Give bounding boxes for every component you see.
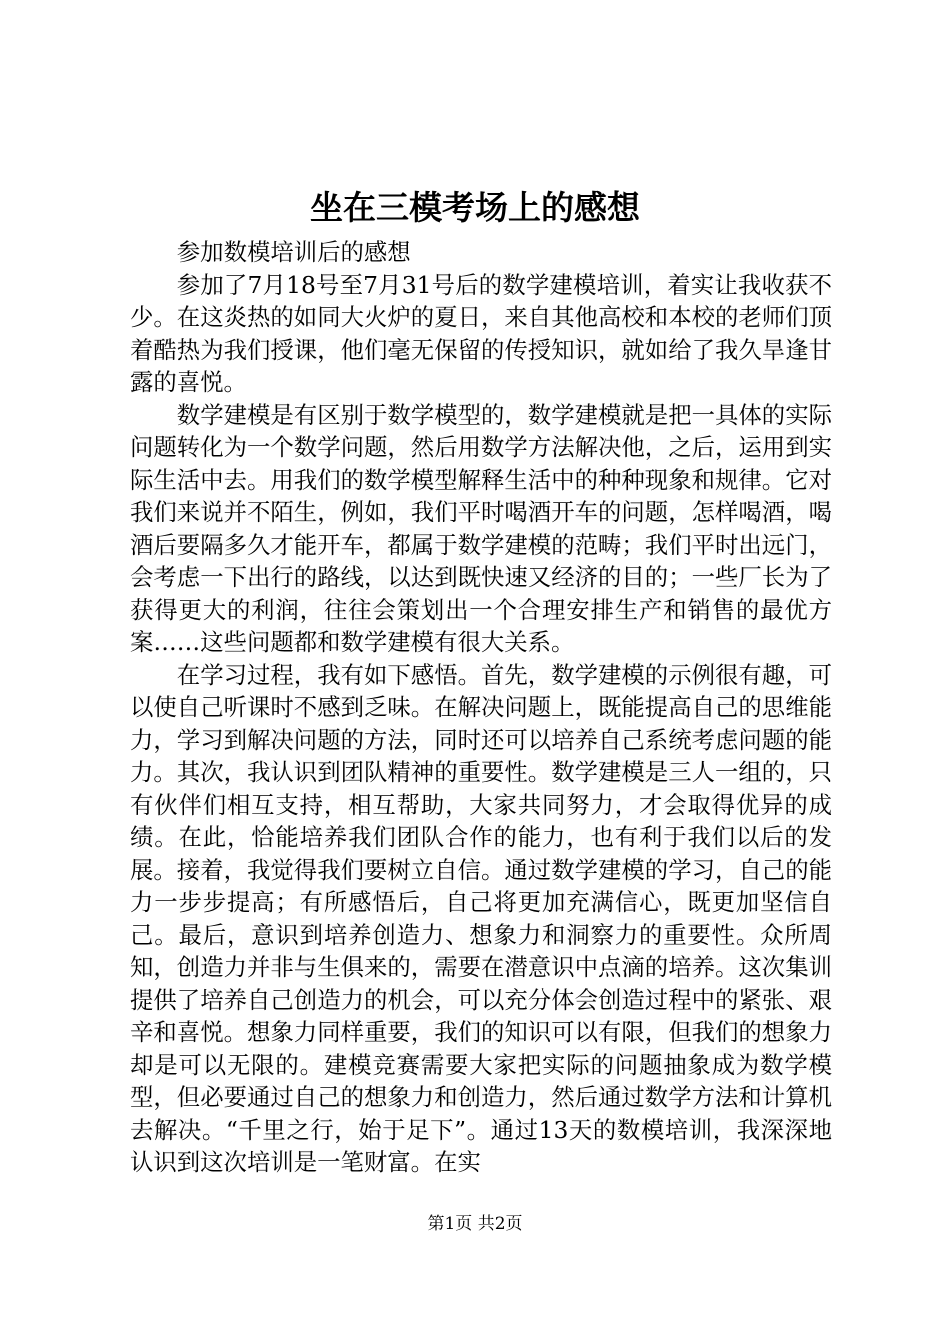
document-title: 坐在三模考场上的感想	[310, 188, 640, 227]
page-number-footer: 第1页 共2页	[427, 1214, 523, 1234]
paragraph-3: 在学习过程，我有如下感悟。首先，数学建模的示例很有趣，可以使自己听课时不感到乏味。在解决问题上，既能提高自己的思维能力，学习到解决问题的方法，同时还可以培养自己系统考虑问题的能力。其次，我认识到团队精神的重要性。数学建模是三人一组的，只有伙伴们相互支持，相互帮助，大家共同努力，才会取得优异的成绩。在此，恰能培养我们团队合作的能力，也有利于我们以后的发展。接着，我觉得我们要树立自信。通过数学建模的学习，自己的能力一步步提高；有所感悟后，自己将更加充满信心，既更加坚信自己。最后，意识到培养创造力、想象力和洞察力的重要性。众所周知，创造力并非与生俱来的，需要在潜意识中点滴的培养。这次集训提供了培养自己创造力的机会，可以充分体会创造过程中的紧张、艰辛和喜悦。想象力同样重要，我们的知识可以有限，但我们的想象力却是可以无限的。建模竞赛需要大家把实际的问题抽象成为数学模型，但必要通过自己的想象力和创造力，然后通过数学方法和计算机去解决。“千里之行，始于足下”。通过13天的数模培训，我深深地认识到这次培训是一笔财富。在实	[130, 660, 832, 1176]
paragraph-2: 数学建模是有区别于数学模型的，数学建模就是把一具体的实际问题转化为一个数学问题，然后用数学方法解决他，之后，运用到实际生活中去。用我们的数学模型解释生活中的种种现象和规律。它对我们来说并不陌生，例如，我们平时喝酒开车的问题，怎样喝酒，喝酒后要隔多久才能开车，都属于数学建模的范畴；我们平时出远门，会考虑一下出行的路线，以达到既快速又经济的目的；一些厂长为了获得更大的利润，往往会策划出一个合理安排生产和销售的最优方案……这些问题都和数学建模有很大关系。	[130, 400, 832, 656]
paragraph-subtitle: 参加数模培训后的感想	[176, 238, 411, 266]
paragraph-1: 参加了7月18号至7月31号后的数学建模培训，着实让我收获不少。在这炎热的如同大火炉的夏日，来自其他高校和本校的老师们顶着酷热为我们授课，他们毫无保留的传授知识，就如给了我久旱逢甘露的喜悦。	[130, 270, 832, 396]
document-body	[130, 236, 832, 1179]
